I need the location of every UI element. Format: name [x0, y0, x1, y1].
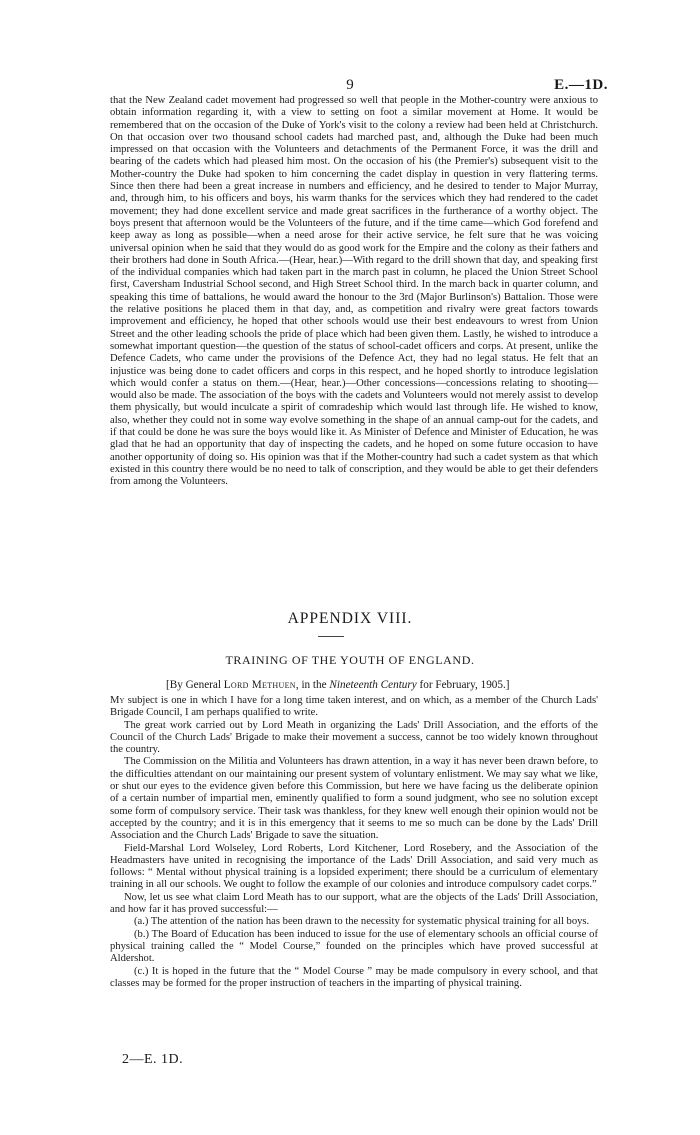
- body-paragraph-1-text: subject is one in which I have for a long time taken interest, and on which, as a member of the Church Lads' Brigade Council, I am perhaps qualified to write.: [110, 695, 598, 719]
- byline-suffix: for February, 1905.]: [419, 679, 510, 691]
- byline-author: Lord Methuen: [223, 679, 296, 691]
- appendix-body: [110, 695, 598, 990]
- body-paragraph-4: Field-Marshal Lord Wolseley, Lord Roberts, Lord Kitchener, Lord Rosebery, and the Association of the Headmasters have united in recognising the importance of the Lads' Drill Association, and said very much as follows: “ Mental without physical training is a lopsided experiment; there should be a curriculum of elementary training in all our schools. We ought to follow the example of our colonies and introduce compulsory cadet corps.”: [110, 842, 598, 891]
- upper-paragraph: that the New Zealand cadet movement had progressed so well that people in the Mother-country were anxious to obtain information regarding it, with a view to setting on foot a similar movement at Home. It would be remembered that on the occasion of the Duke of York's visit to the colony a review had been held at Christchurch. On that occasion over two thousand school cadets had marched past, and, although the Duke had been much impressed on that occasion with the Volunteers and detachments of the Permanent Force, it was the drill and bearing of the cadets which had pleased him most. On the occasion of his (the Premier's) subsequent visit to the Mother-country the Duke had spoken to him concerning the cadet display in question in very flattering terms. Since then there had been a great increase in numbers and efficiency, and he desired to tender to Major Murray, and, through him, to his officers and boys, his warm thanks for the services which they had rendered to the cadet movement; they had done excellent service and made great sacrifices in the furtherance of a worthy object. The boys present that afternoon would be the Volunteers of the future, and if the time came—which God forefend and keep away as long as possible—when a need arose for their active service, he felt sure that he was voicing universal opinion when he said that they would do as good work for the Empire and the colony as their fathers and their brothers had done in South Africa.—(Hear, hear.)—With regard to the drill shown that day, and speaking first of the individual companies which had taken part in the march past in column, he placed the Union Street School first, Caversham Industrial School second, and High Street School third. In the march back in quarter column, and speaking this time of battalions, he would award the honour to the 3rd (Major Burlinson's) Battalion. Those were the relative positions he placed them in that day, and, as competition and rivalry were great factors towards improvement and efficiency, he hoped that other schools would use their best endeavours to wrest from Union Street and the other leading schools the pride of place which had been given them. Lastly, he wished to introduce a somewhat important question—the question of the status of school-cadet officers and corps. At present, unlike the Defence Cadets, who came under the provisions of the Defence Act, they had no legal status. He felt that an injustice was being done to cadet officers and corps in this respect, and he hoped shortly to introduce legislation which would confer a status on them.—(Hear, hear.)—Other concessions—concessions relating to shooting—would also be made. The association of the boys with the cadets and Volunteers would not merely assist to develop them physically, but would inculcate a spirit of comradeship which would last through life. He wished to know, also, whether they could not in some way evolve something in the shape of an annual camp-out for the cadets, and if that could be done he was sure the boys would like it. As Minister of Defence and Minister of Education, he was glad that he had an opportunity that day of inspecting the cadets, and he hoped on some future occasion to have another opportunity of doing so. His opinion was that if the Mother-country had such a cadet system as that which existed in this country there would be no need to talk of conscription, and they would be able to get their defenders from among the Volunteers.: [110, 95, 598, 488]
- body-paragraph-1: [110, 695, 598, 720]
- body-paragraph-3: The Commission on the Militia and Volunteers has drawn attention, in a way it has never been drawn before, to the difficulties attendant on our maintaining our present system of voluntary enlistment. We may say what we like, or shut our eyes to the evidence given before this Commission, but here we have facing us the deliberate opinion of a certain number of impartial men, eminently qualified to form a sound judgment, who see no solution except some form of compulsory service. Their task was thankless, for they knew well enough their opinion would not be accepted by the country; and it is in this emergency that it seems to me so much can be done by the Lads' Drill Association and the Church Lads' Brigade to save the situation.: [110, 756, 598, 842]
- list-item-a: (a.) The attention of the nation has been drawn to the necessity for systematic physical training for all boys.: [134, 916, 590, 928]
- byline-mid: , in the: [295, 679, 327, 691]
- appendix-title: APPENDIX VIII.: [287, 610, 413, 627]
- byline-journal: Nineteenth Century: [329, 679, 417, 691]
- page-number: 9: [346, 77, 354, 93]
- byline-prefix: [By General: [166, 679, 221, 691]
- section-title: TRAINING OF THE YOUTH OF ENGLAND.: [225, 653, 475, 667]
- body-paragraph-2: The great work carried out by Lord Meath in organizing the Lads' Drill Association, and the efforts of the Council of the Church Lads' Brigade to make their movement a success, cannot be too widely known throughout the country.: [110, 719, 598, 756]
- list-item-b: (b.) The Board of Education has been induced to issue for the use of elementary schools an official course of physical training called the “ Model Course,” founded on the principles which have proved successful at Aldershot.: [110, 928, 598, 965]
- byline: [166, 679, 596, 691]
- list-item-c: (c.) It is hoped in the future that the “ Model Course ” may be made compulsory in every school, and that classes may be formed for the proper instruction of teachers in the imparting of physical training.: [110, 965, 598, 989]
- title-divider: [318, 636, 344, 637]
- body-paragraph-5: Now, let us see what claim Lord Meath has to our support, what are the objects of the Lads' Drill Association, and how far it has proved successful:—: [110, 891, 598, 916]
- document-code: E.—1D.: [554, 77, 608, 93]
- signature-mark: 2—E. 1D.: [122, 1052, 184, 1067]
- first-word: My: [110, 695, 125, 706]
- speech-continuation: [110, 95, 598, 489]
